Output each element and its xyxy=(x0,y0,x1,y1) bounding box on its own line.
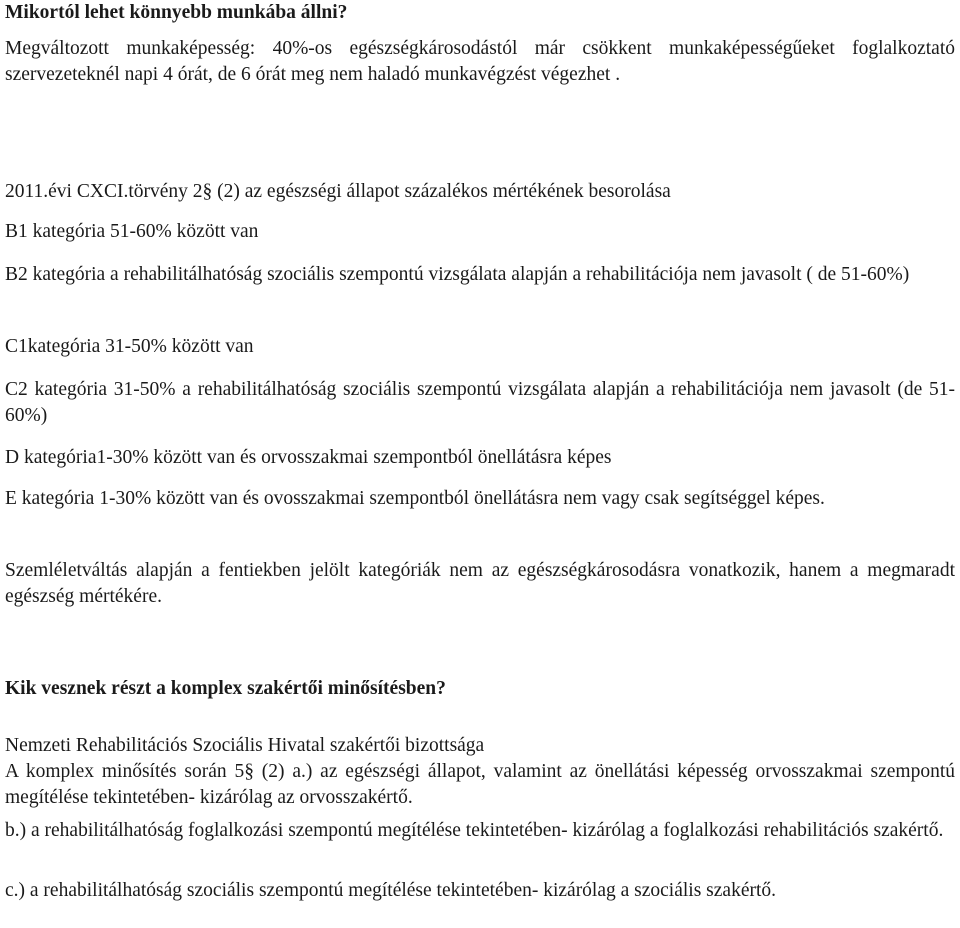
paradigm-paragraph: Szemléletváltás alapján a fentiekben jelölt kategóriák nem az egészségkárosodásra vonatkozik, hanem a megmaradt egészség mértékére. xyxy=(5,560,955,607)
intro-paragraph: Megváltozott munkaképesség: 40%-os egészségkárosodástól már csökkent munkaképességűeket foglalkoztató szervezeteknél napi 4 órát, de 6 órát meg nem haladó munkavégzést végezhet . xyxy=(5,38,955,85)
category-b1: B1 kategória 51-60% között van xyxy=(5,221,259,242)
category-b2: B2 kategória a rehabilitálhatóság szociális szempontú vizsgálata alapján a rehabilitációja nem javasolt ( de 51-60%) xyxy=(5,264,910,285)
law-title: 2011.évi CXCI.törvény 2§ (2) az egészségi állapot százalékos mértékének besorolása xyxy=(5,181,671,202)
category-e: E kategória 1-30% között van és ovosszakmai szempontból önellátásra nem vagy csak segítséggel képes. xyxy=(5,488,825,509)
item-a: A komplex minősítés során 5§ (2) a.) az egészségi állapot, valamint az önellátási képesség orvosszakmai szempontú megítélése tekintetében- kizárólag az orvosszakértő. xyxy=(5,761,955,808)
category-c1: C1kategória 31-50% között van xyxy=(5,336,254,357)
page-heading: Mikortól lehet könnyebb munkába állni? xyxy=(5,2,348,23)
committee-line: Nemzeti Rehabilitációs Szociális Hivatal szakértői bizottsága xyxy=(5,735,485,756)
category-d: D kategória1-30% között van és orvosszakmai szempontból önellátásra képes xyxy=(5,447,612,468)
category-c2: C2 kategória 31-50% a rehabilitálhatóság szociális szempontú vizsgálata alapján a rehabilitációja nem javasolt (de 51-60%) xyxy=(5,379,955,426)
section-heading: Kik vesznek részt a komplex szakértői minősítésben? xyxy=(5,678,446,699)
item-b: b.) a rehabilitálhatóság foglalkozási szempontú megítélése tekintetében- kizárólag a foglalkozási rehabilitációs szakértő. xyxy=(5,820,944,841)
item-c: c.) a rehabilitálhatóság szociális szempontú megítélése tekintetében- kizárólag a szociális szakértő. xyxy=(5,880,777,901)
